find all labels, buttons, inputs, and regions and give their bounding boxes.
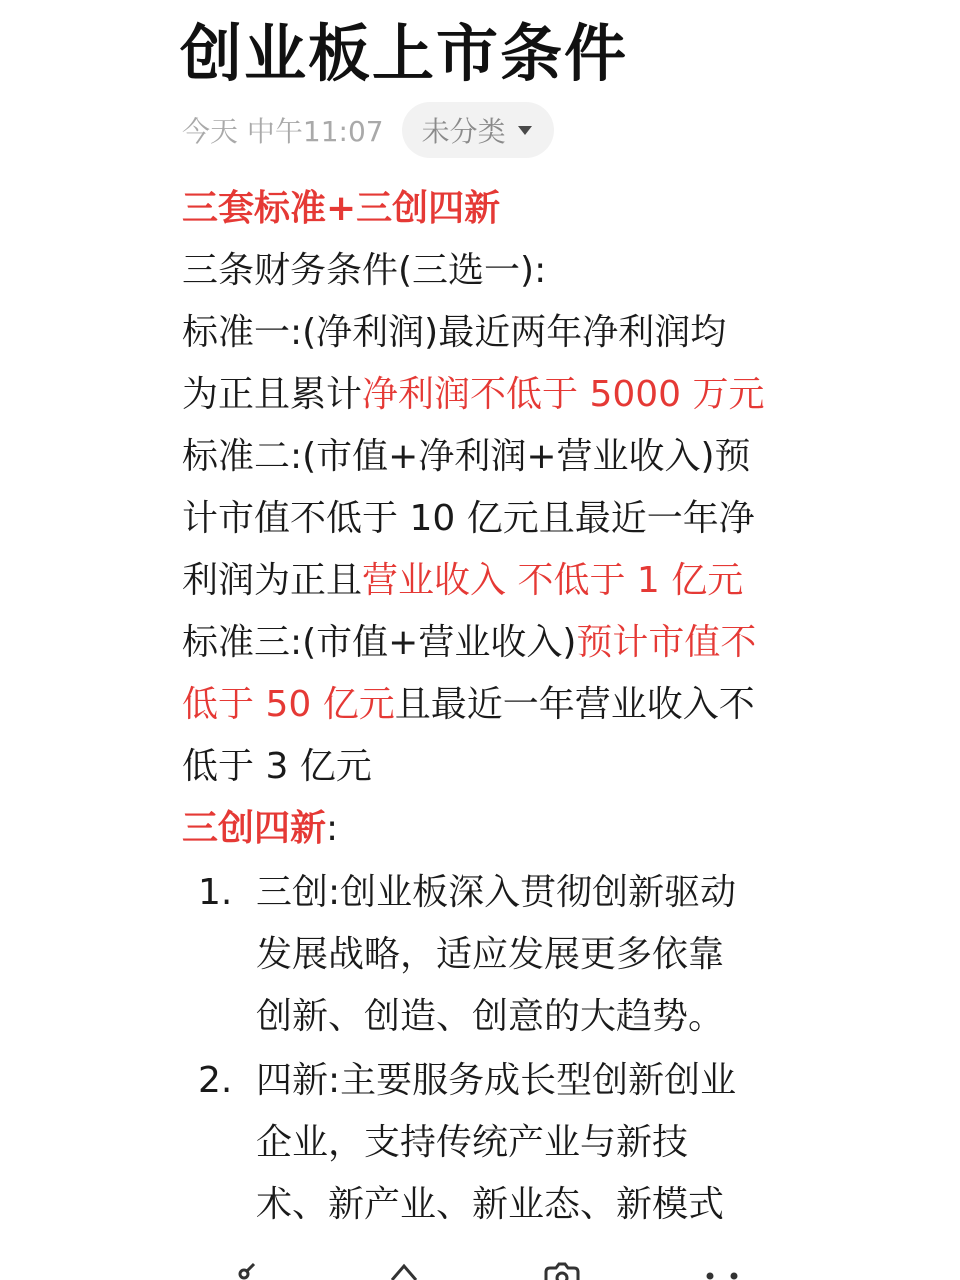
standard-2-line-2: 计市值不低于 10 亿元且最近一年净 [182, 498, 755, 539]
style-icon[interactable] [384, 1262, 424, 1280]
category-dropdown[interactable] [402, 102, 554, 158]
note-body[interactable] [182, 178, 802, 1236]
heading-three-innovations [182, 798, 802, 860]
list-number: 2. [198, 1060, 233, 1101]
standard-3-line-2 [182, 674, 802, 736]
text-segment: 为正且累计 [182, 374, 363, 415]
heading-colon: : [326, 808, 339, 849]
list-line: 术、新产业、新业态、新模式 [256, 1184, 725, 1225]
highlight-segment: 营业收入 不低于 1 亿元 [362, 560, 744, 601]
list-item [182, 1050, 802, 1236]
intro-line: 三条财务条件(三选一): [182, 250, 547, 291]
list-line: 三创:创业板深入贯彻创新驱动 [256, 872, 737, 913]
standard-2-line-3 [182, 550, 802, 612]
list-item [182, 862, 802, 1048]
bottom-toolbar [0, 1262, 960, 1280]
list-line: 企业，支持传统产业与新技 [256, 1122, 689, 1163]
standard-2-line-1: 标准二:(市值+净利润+营业收入)预 [182, 436, 751, 477]
highlight-segment: 预计市值不 [576, 622, 757, 663]
list-number: 1. [198, 872, 233, 913]
camera-icon[interactable] [540, 1262, 584, 1280]
note-date: 今天 中午11:07 [182, 115, 384, 148]
highlight-segment: 低于 50 亿元 [182, 684, 395, 725]
standard-1-line-1: 标准一:(净利润)最近两年净利润均 [182, 312, 727, 353]
list-line: 发展战略，适应发展更多依靠 [256, 934, 725, 975]
heading-standards: 三套标准+三创四新 [182, 188, 501, 229]
ordered-list [182, 862, 802, 1236]
text-segment: 利润为正且 [182, 560, 363, 601]
highlight-segment: 净利润不低于 5000 万元 [362, 374, 765, 415]
heading-text: 三创四新 [182, 808, 327, 849]
caret-down-icon [518, 126, 532, 135]
note-title[interactable]: 创业板上市条件 [180, 17, 629, 90]
category-label: 未分类 [421, 115, 506, 148]
text-segment: 标准三:(市值+营业收入) [182, 622, 577, 663]
note-meta [182, 102, 554, 158]
standard-3-line-3: 低于 3 亿元 [182, 746, 372, 787]
checklist-icon[interactable] [226, 1262, 262, 1280]
text-segment: 且最近一年营业收入不 [394, 684, 755, 725]
list-line: 创新、创造、创意的大趋势。 [256, 996, 725, 1037]
standard-3-line-1 [182, 612, 802, 674]
more-icon[interactable] [700, 1262, 744, 1280]
list-line: 四新:主要服务成长型创新创业 [256, 1060, 737, 1101]
standard-1-line-2 [182, 364, 802, 426]
